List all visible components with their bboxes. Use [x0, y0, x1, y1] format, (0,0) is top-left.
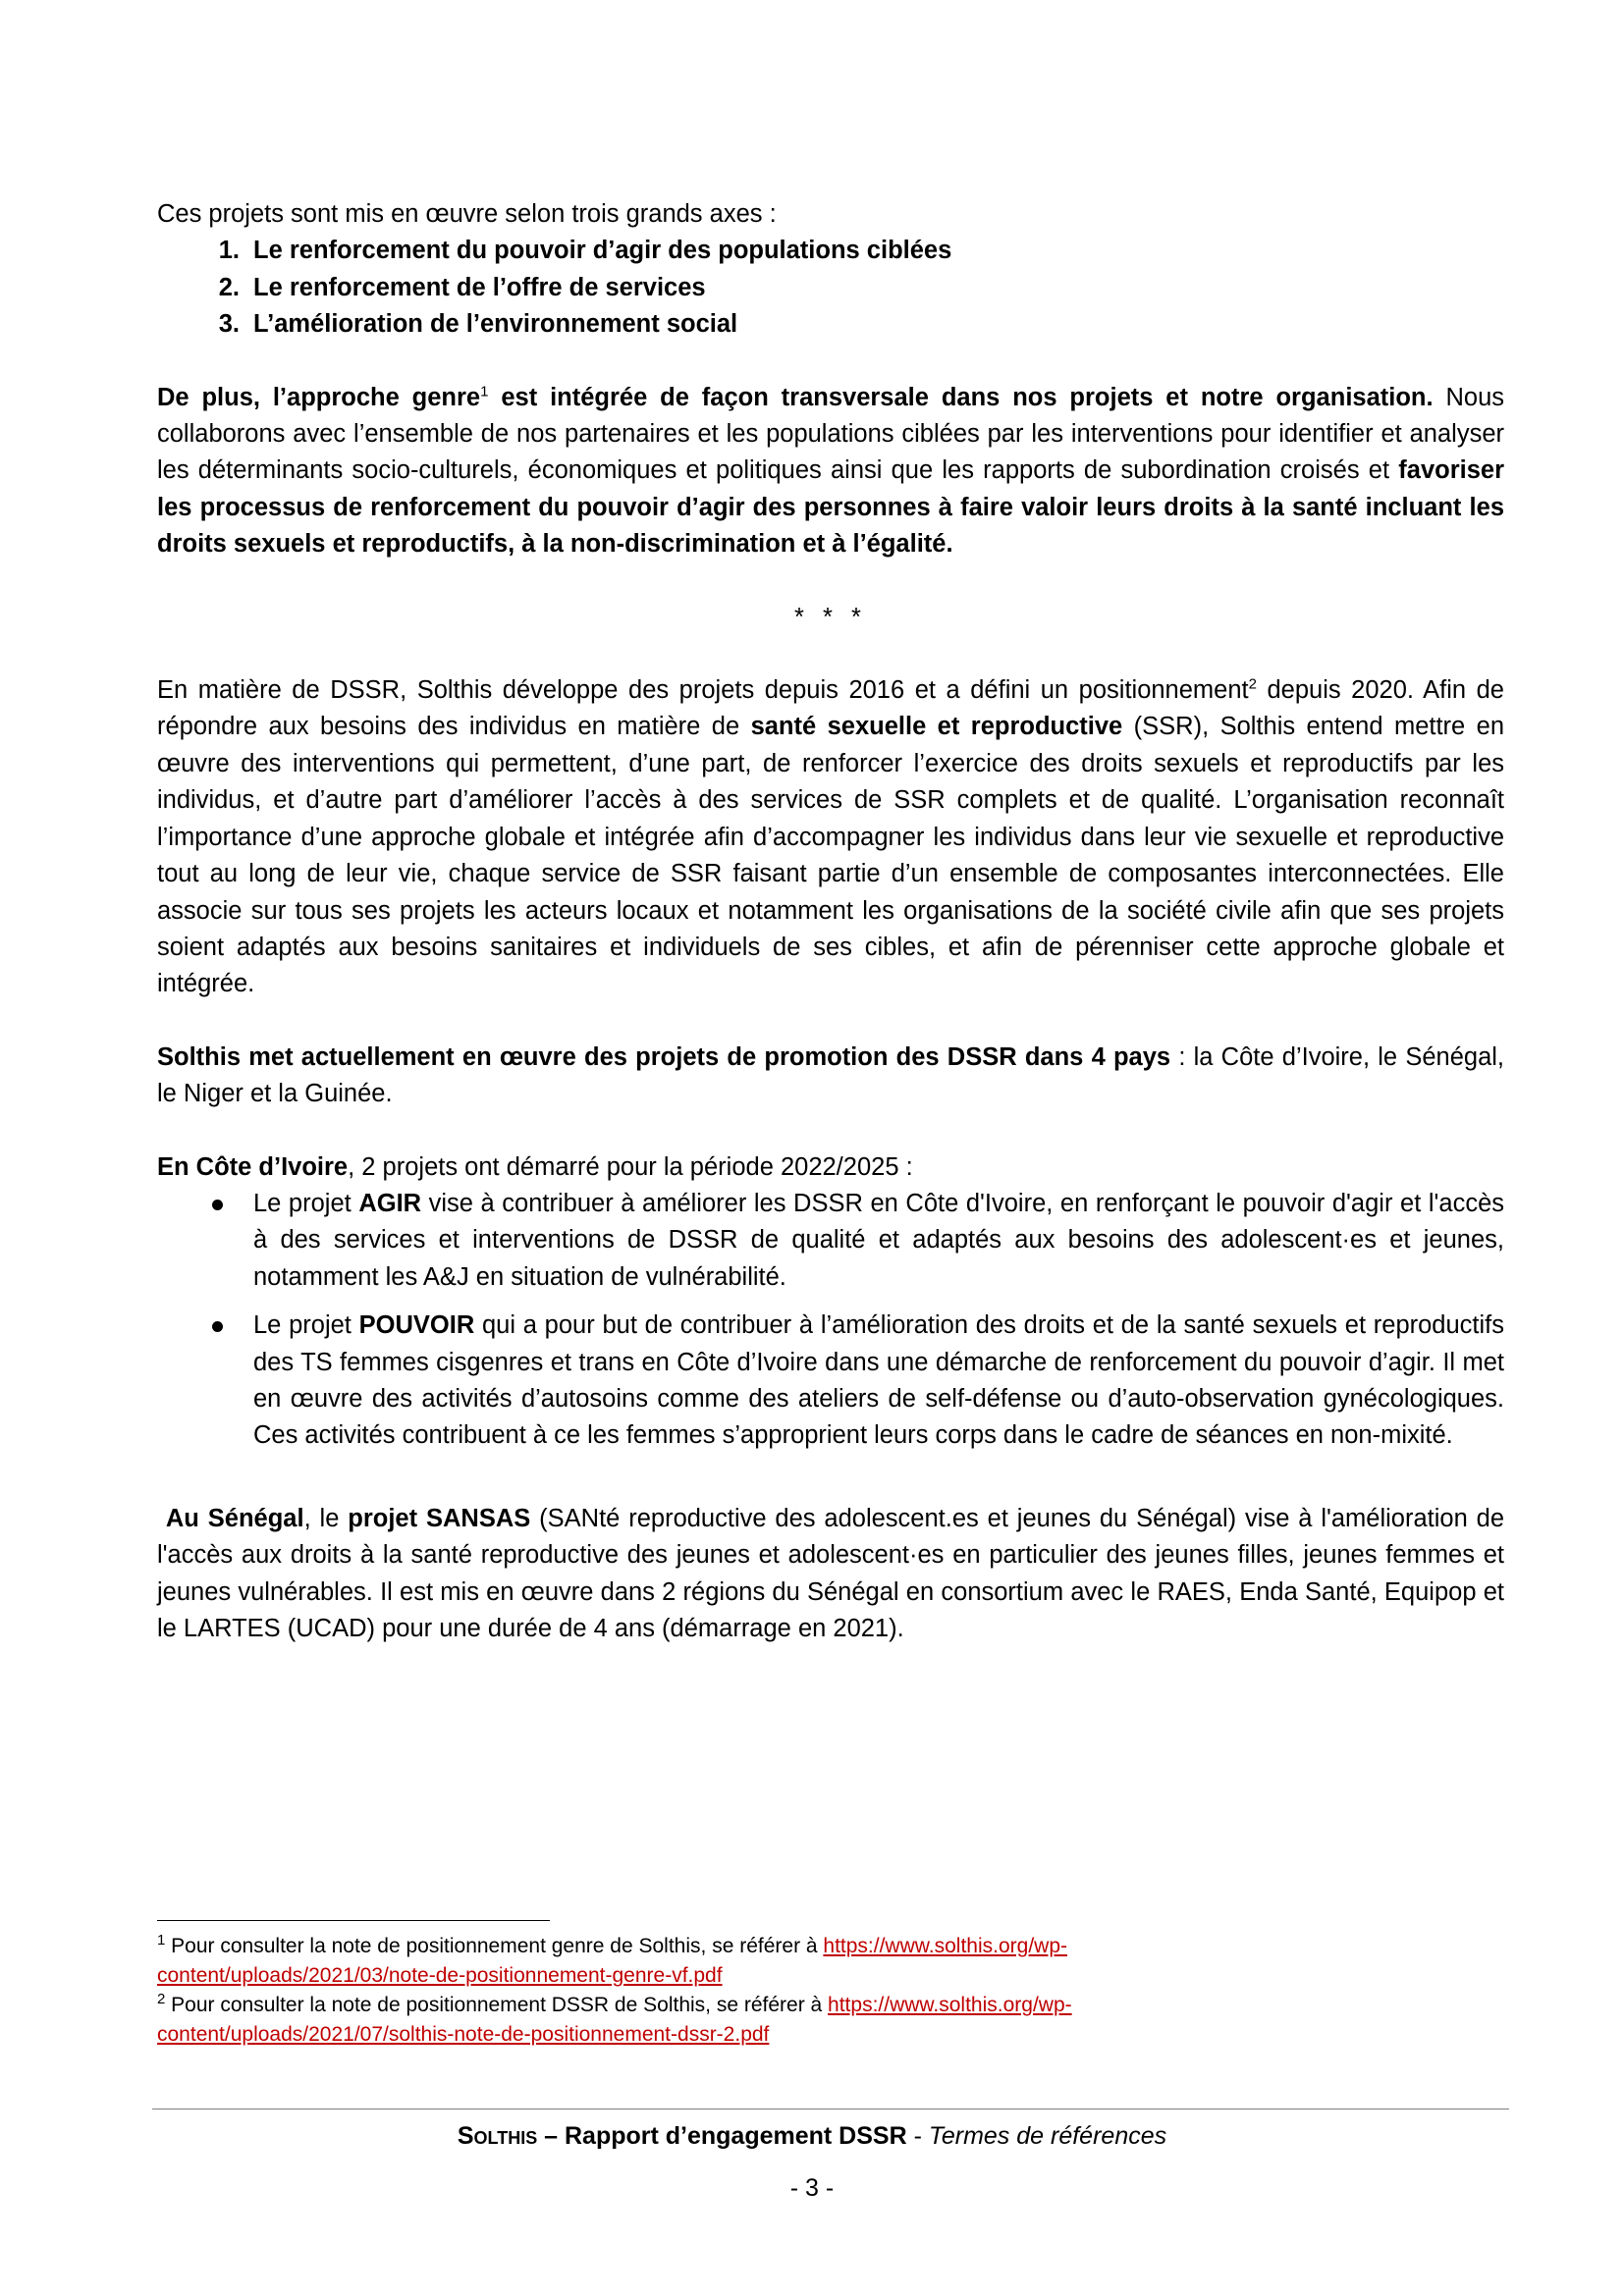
axis-number: 1. [218, 237, 240, 265]
footnote-separator [157, 1920, 550, 1921]
footnotes [157, 1932, 1504, 2050]
projects-list [157, 1186, 1504, 1455]
countries-text: : la Côte d’Ivoire, le Sénégal, le Niger et la Guinée. [157, 1042, 1504, 1108]
axes-lead: Ces projets sont mis en œuvre selon trois grands axes : [157, 200, 777, 228]
countries-bold: Solthis met actuellement en œuvre des projets de promotion des DSSR dans 4 pays [157, 1042, 1171, 1071]
bullet-icon [157, 1186, 253, 1296]
dssr-text-3: (SSR), Solthis entend mettre en œuvre des interventions qui permettent, d’une part, de renforcer l’exercice des droits sexuels et reproductifs par les individus, et d’autre part d’améliorer l’accès à des services de SSR complets et de qualité. L’organisation reconnaît l’importance d’une approche globale et intégrée afin d’accompagner les individus dans leur vie sexuelle et reproductive tout au long de leur vie, chaque service de SSR faisant partie d’un ensemble de composantes interconnectées. Elle associe sur tous ses projets les acteurs locaux et notamment les organisations de la société civile afin que ses projets soient adaptés aux besoins sanitaires et individuels de ses cibles, et afin de pérenniser cette approche globale et intégrée. [157, 713, 1505, 998]
project-text [253, 1186, 1504, 1296]
section-separator: * * * [794, 603, 867, 631]
project-description: qui a pour but de contribuer à l’amélioration des droits et de la santé sexuels et reproductifs des TS femmes cisgenres et trans en Côte d’Ivoire dans une démarche de renforcement du pouvoir d’agir. Il met en œuvre des activités d’autosoins comme des ateliers de self-défense ou d’auto-observation gynécologiques. Ces activités contribuent à ce les femmes s’approprient leurs corps dans le cadre de séances en non-mixité. [253, 1311, 1504, 1450]
senegal-text-1: , le [303, 1504, 349, 1532]
page-number: - 3 - [789, 2174, 835, 2202]
page-body [157, 196, 1504, 1647]
cote-divoire-text: , 2 projets ont démarré pour la période 2022/2025 : [348, 1152, 913, 1181]
footnote-link[interactable]: https://www.solthis.org/wp- content/uploads/2021/03/note-de-positionnement-genre-vf.pdf [157, 1935, 1067, 1987]
project-name: POUVOIR [358, 1311, 475, 1340]
footer-sep: - [906, 2122, 929, 2150]
dssr-paragraph [157, 672, 1504, 1003]
footer-org: Solthis [457, 2122, 538, 2150]
footnote-text: Pour consulter la note de positionnement DSSR de Solthis, se référer à [165, 1994, 829, 2016]
page-footer [0, 2122, 1624, 2151]
genre-bold-lead: De plus, l’approche genre [157, 383, 481, 411]
genre-paragraph [157, 380, 1504, 563]
footnote-ref-1[interactable]: 1 [480, 383, 489, 400]
axis-item [157, 233, 1504, 269]
axis-text: Le renforcement du pouvoir d’agir des populations ciblées [253, 237, 952, 265]
senegal-project-bold: projet SANSAS [348, 1504, 531, 1532]
axis-text: Le renforcement de l’offre de services [253, 273, 706, 301]
footnote-2 [157, 1991, 1504, 2050]
axis-item [157, 306, 1504, 343]
genre-text: Nous collaborons avec l’ensemble de nos partenaires et les populations ciblées par les interventions pour identifier et analyser les déterminants socio-culturels, économiques et politiques ainsi que les rapports de subordination croisés et [157, 383, 1504, 485]
cote-divoire-bold: En Côte d’Ivoire [157, 1152, 349, 1181]
footer-title: – Rapport d’engagement DSSR [537, 2122, 907, 2150]
footer-subtitle: Termes de références [928, 2122, 1167, 2150]
project-prefix: Le projet [253, 1311, 359, 1340]
genre-bold-conclusion: favoriser les processus de renforcement du pouvoir d’agir des personnes à faire valoir leurs droits à la santé incluant les droits sexuels et reproductifs, à la non-discrimination et à l’égalité. [157, 456, 1504, 559]
project-description: vise à contribuer à améliorer les DSSR en Côte d'Ivoire, en renforçant le pouvoir d'agir et l'accès à des services et interventions de DSSR de qualité et adaptés aux besoins des adolescent·es et jeunes, notamment les A&J en situation de vulnérabilité. [253, 1189, 1504, 1291]
footnote-link[interactable]: https://www.solthis.org/wp- content/uploads/2021/07/solthis-note-de-positionnement-dssr-2.pdf [157, 1994, 1072, 2046]
footnote-1 [157, 1932, 1504, 1991]
axis-number: 2. [218, 273, 240, 301]
axis-text: L’amélioration de l’environnement social [253, 310, 738, 339]
cote-divoire-lead [157, 1149, 1504, 1186]
senegal-paragraph [157, 1501, 1504, 1648]
footnote-text: Pour consulter la note de positionnement genre de Solthis, se référer à [165, 1935, 824, 1957]
project-prefix: Le projet [253, 1189, 359, 1217]
axis-item [157, 270, 1504, 306]
axes-list [157, 233, 1504, 343]
footnote-number: 2 [157, 1991, 166, 2007]
dssr-bold-ssr: santé sexuelle et reproductive [750, 713, 1123, 741]
project-name: AGIR [358, 1189, 422, 1217]
footnote-ref-2[interactable]: 2 [1248, 675, 1257, 693]
dssr-text-1: En matière de DSSR, Solthis développe des projets depuis 2016 et a défini un positionnement [157, 676, 1249, 705]
project-item-pouvoir [157, 1308, 1504, 1455]
senegal-bold: Au Sénégal [165, 1504, 304, 1532]
axis-number: 3. [218, 310, 240, 339]
bullet-icon [157, 1308, 253, 1455]
countries-paragraph [157, 1040, 1504, 1113]
project-text [253, 1308, 1504, 1455]
project-item-agir [157, 1186, 1504, 1296]
footnote-number: 1 [157, 1932, 166, 1949]
genre-bold-statement: est intégrée de façon transversale dans nos projets et notre organisation. [488, 383, 1434, 411]
senegal-text-2: (SANté reproductive des adolescent.es et jeunes du Sénégal) vise à l'amélioration de l'accès aux droits à la santé reproductive des jeunes et adolescent·es en particulier des jeunes filles, jeunes femmes et jeunes vulnérables. Il est mis en œuvre dans 2 régions du Sénégal en consortium avec le RAES, Enda Santé, Equipop et le LARTES (UCAD) pour une durée de 4 ans (démarrage en 2021). [157, 1504, 1504, 1642]
dssr-text-2: depuis 2020. Afin de répondre aux besoins des individus en matière de [157, 676, 1504, 741]
